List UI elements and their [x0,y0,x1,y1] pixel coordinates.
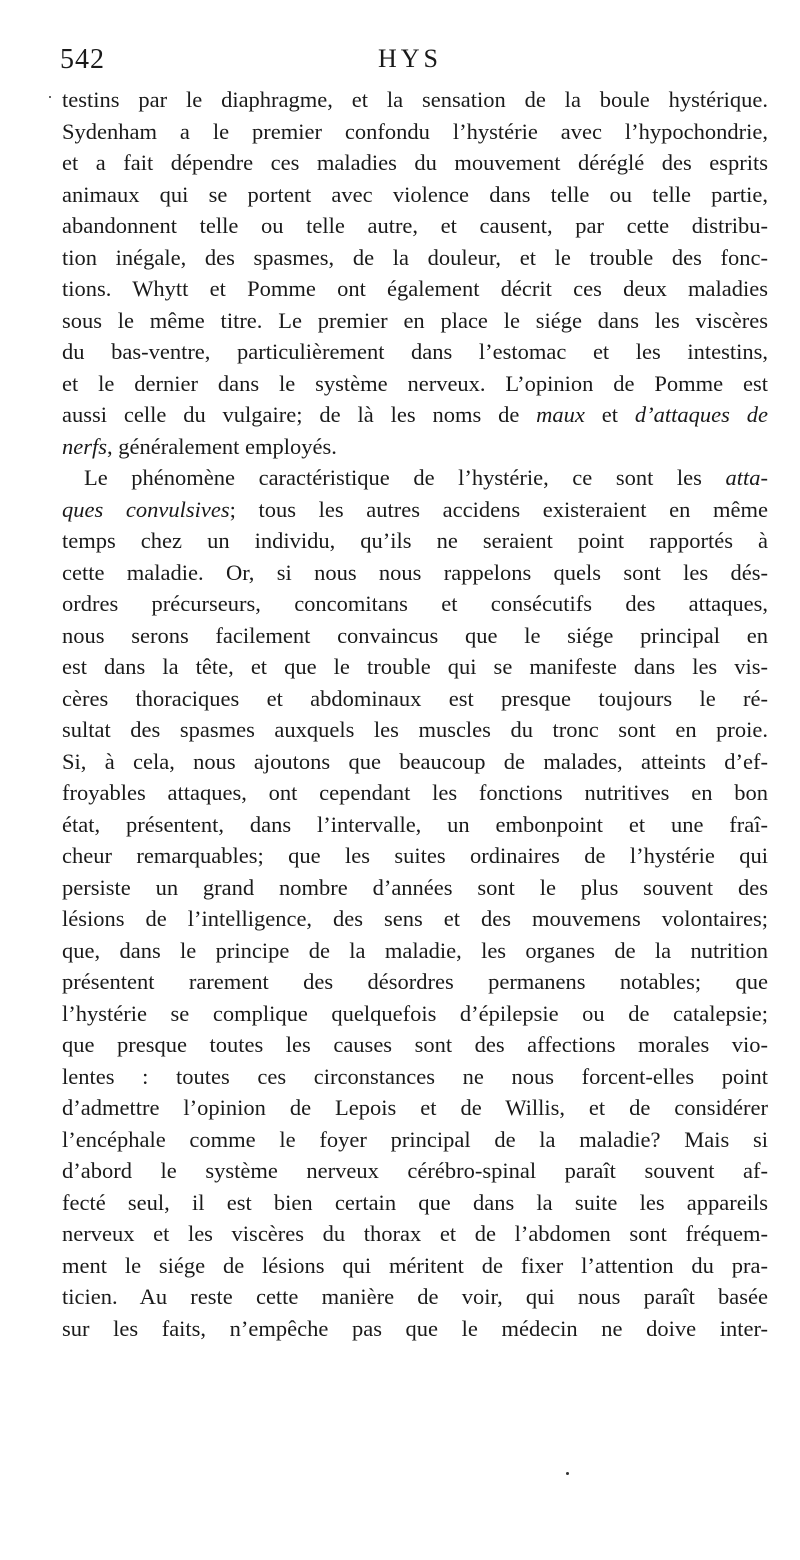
text-segment: et le dernier dans le système nerveux. L’opinion de Pomme est [62,370,768,396]
text-segment: lentes : toutes ces circonstances ne nous forcent-elles point [62,1063,768,1089]
text-segment: froyables attaques, ont cependant les fonctions nutritives en bon [62,780,768,805]
text-segment: sultat des spasmes auxquels les muscles du tronc sont en proie. [62,717,768,742]
italic-text: maux [536,402,585,427]
text-line [62,1187,768,1219]
text-segment: nerveux et les viscères du thorax et de l’abdomen sont fréquem- [62,1221,768,1246]
text-segment: abandonnent telle ou telle autre, et causent, par cette distribu- [62,213,768,238]
text-line [62,116,768,148]
text-segment: lésions de l’intelligence, des sens et des mouvemens volontaires; [62,906,768,931]
text-line [62,368,768,400]
text-line [62,84,768,116]
text-segment: , généralement employés. [107,433,337,459]
print-speck [566,1472,569,1475]
text-segment: ordres précurseurs, concomitans et consécutifs des attaques, [62,591,768,616]
italic-text: ques convulsives [62,496,230,522]
text-segment: Sydenham a le premier confondu l’hystérie avec l’hypochondrie, [62,118,768,144]
text-line [62,714,768,746]
text-segment: nous serons facilement convaincus que le siége principal en [62,622,768,648]
print-speck [49,96,51,98]
text-segment: du bas-ventre, particulièrement dans l’estomac et les intestins, [62,339,768,364]
text-line [62,840,768,872]
text-line [62,620,768,652]
page-number: 542 [60,44,105,75]
text-segment: temps chez un individu, qu’ils ne seraient point rapportés à [62,528,768,553]
italic-text: d’attaques de [634,402,768,427]
text-segment: animaux qui se portent avec violence dans telle ou telle partie, [62,181,768,207]
text-segment: que presque toutes les causes sont des affections morales vio- [62,1032,768,1057]
text-segment: sous le même titre. Le premier en place le siége dans les viscères [62,307,768,333]
text-line [62,683,768,715]
text-line [62,966,768,998]
text-segment: testins par le diaphragme, et la sensation de la boule hystérique. [62,87,768,112]
text-line [62,809,768,841]
text-line [62,179,768,211]
text-line [62,525,768,557]
running-head: HYS [377,44,442,73]
text-segment: cères thoraciques et abdominaux est presque toujours le ré- [62,685,768,711]
text-line [62,903,768,935]
text-segment: état, présentent, dans l’intervalle, un embonpoint et une fraî- [62,811,768,837]
text-segment: et a fait dépendre ces maladies du mouvement déréglé des esprits [62,150,768,175]
text-segment: présentent rarement des désordres permanens notables; que [62,969,768,994]
text-line [62,746,768,778]
text-line [62,588,768,620]
page-header [60,44,760,84]
text-line [62,147,768,179]
text-line [62,935,768,967]
text-segment: Le phénomène caractéristique de l’hystérie, ce sont les [84,465,726,490]
text-line [62,1092,768,1124]
text-line [62,1061,768,1093]
text-line [62,494,768,526]
text-line [62,1029,768,1061]
text-line [62,336,768,368]
text-line [62,1281,768,1313]
text-line [62,777,768,809]
text-line [62,998,768,1030]
text-line [62,1155,768,1187]
text-segment: Si, à cela, nous ajoutons que beaucoup de malades, atteints d’ef- [62,748,768,774]
text-segment: sur les faits, n’empêche pas que le médecin ne doive inter- [62,1315,768,1341]
text-line [62,1250,768,1282]
text-segment: l’hystérie se complique quelquefois d’épilepsie ou de catalepsie; [62,1000,768,1026]
text-line [62,305,768,337]
text-segment: cette maladie. Or, si nous nous rappelons quels sont les dés- [62,559,768,585]
text-segment: d’abord le système nerveux cérébro-spinal paraît souvent af- [62,1158,768,1183]
text-line [62,651,768,683]
text-line [62,1124,768,1156]
text-segment: tions. Whytt et Pomme ont également décrit ces deux maladies [62,276,768,301]
text-line [62,462,768,494]
text-line [62,399,768,431]
text-segment: aussi celle du vulgaire; de là les noms de [62,402,537,427]
text-segment: fecté seul, il est bien certain que dans la suite les appareils [62,1189,768,1215]
text-segment: que, dans le principe de la maladie, les organes de la nutrition [62,937,768,963]
body-text [62,84,768,1344]
text-line [62,1313,768,1345]
text-line [62,872,768,904]
text-segment: d’admettre l’opinion de Lepois et de Willis, et de considérer [62,1095,768,1120]
text-segment: ticien. Au reste cette manière de voir, qui nous paraît basée [62,1284,768,1309]
text-segment: l’encéphale comme le foyer principal de la maladie? Mais si [62,1126,768,1152]
text-segment: et [584,402,635,427]
italic-text: nerfs [62,433,107,459]
text-line [62,557,768,589]
text-line [62,210,768,242]
text-line [62,242,768,274]
text-segment: cheur remarquables; que les suites ordinaires de l’hystérie qui [62,843,768,868]
text-segment: ment le siége de lésions qui méritent de fixer l’attention du pra- [62,1252,768,1278]
text-segment: tion inégale, des spasmes, de la douleur, et le trouble des fonc- [62,244,768,270]
text-line [62,431,768,463]
text-segment: ; tous les autres accidens existeraient en même [229,496,768,522]
text-line [62,273,768,305]
text-segment: persiste un grand nombre d’années sont le plus souvent des [62,874,768,900]
italic-text: atta- [725,465,768,490]
text-segment: est dans la tête, et que le trouble qui se manifeste dans les vis- [62,654,768,679]
text-line [62,1218,768,1250]
